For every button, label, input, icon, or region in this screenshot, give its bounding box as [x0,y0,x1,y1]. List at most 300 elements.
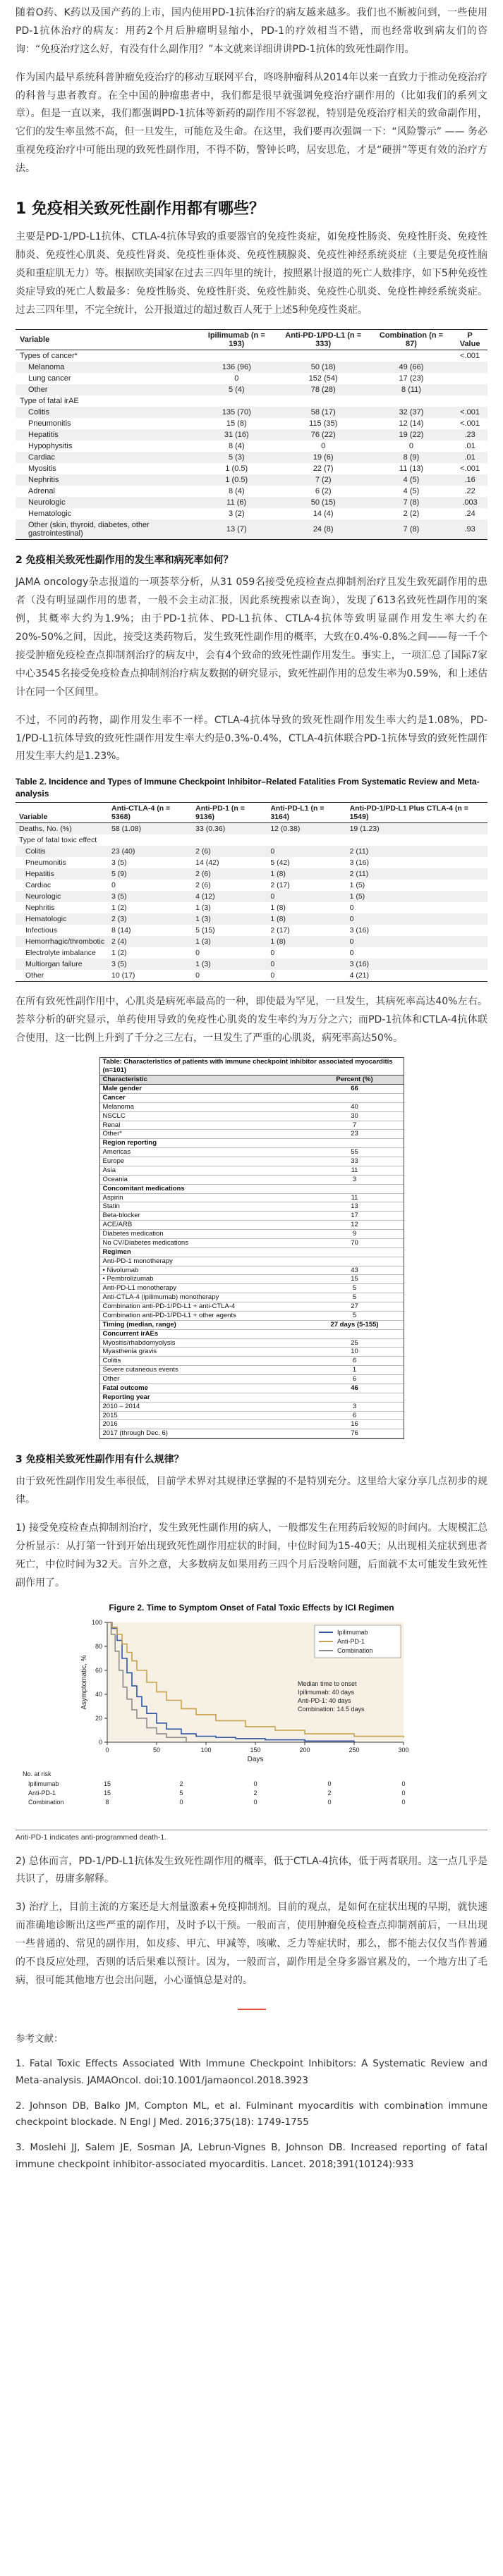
table-cell: 136 (96) [222,363,251,372]
table-cell: 6 [306,1375,404,1384]
table-cell: 12 [306,1221,404,1230]
table-row [16,936,487,947]
table-cell: 14 (42) [195,858,219,867]
table-cell: 40 [306,1102,404,1111]
table-cell: 6 [306,1411,404,1420]
table-cell: Anti-PD-L1 monotherapy [100,1284,306,1293]
table-cell: Oceania [100,1175,306,1184]
annotation-text: Ipilimumab: 40 days [298,1688,355,1696]
table-cell: 22 (7) [313,464,334,474]
risk-value: 0 [179,1798,183,1806]
table-cell: Nephritis [28,476,59,485]
table-cell [277,350,370,362]
table-cell: 1 (2) [111,903,127,912]
table-cell: 5 [306,1293,404,1302]
table-cell: 1 (8) [270,869,286,878]
x-axis-label: Days [247,1755,264,1763]
y-tick-label: 80 [95,1642,102,1650]
section-paragraph: 1) 接受免疫检查点抑制剂治疗，发生致死性副作用的病人，一般都发生在用药后较短的时间内。大规模汇总分析显示：从打第一针到开始出现致死性副作用症状的时间，中位时间为15-40天；从出现相关症状到患者死亡，中位时间为32天。言外之意，大多数病友如果用药三四个月后没啥问题，后面就不太可能发生致死性副作用了。 [16,1522,487,1589]
table-cell: 2 (17) [270,880,290,889]
fatal-irae-table [16,329,487,540]
table-cell: 1 (5) [349,880,365,889]
table-header: Anti-PD-1 (n = 9136) [192,802,267,822]
table-cell [306,1329,404,1338]
risk-row-label: Combination [28,1798,64,1806]
table-cell: Asia [100,1166,306,1175]
table-cell: 50 (15) [310,498,336,507]
table-cell: 5 (4) [228,386,245,395]
table-cell: 78 (28) [310,386,336,395]
table-cell: 3 (16) [349,858,370,867]
table-row [100,1411,404,1420]
table-cell: 6 (2) [315,487,332,496]
table-cell: 11 [306,1166,404,1175]
section-paragraph: 在所有致死性副作用中，心肌炎是病死率最高的一种，即使最为罕见，一旦发生，其病死率高达40%左右。荟萃分析的研究显示，单药使用导致的免疫性心肌炎的发生率约为万分之六；而PD-1抗体和CTLA-4抗体联合使用，这一比例上升到了千分之三左右，一旦发生了严重的心肌炎，病死率高达50%。 [16,995,487,1044]
table-cell [306,1393,404,1402]
y-tick-label: 60 [95,1666,102,1674]
table-cell: 1 (0.5) [225,464,248,474]
table-cell: Anti-PD-1 monotherapy [100,1257,306,1266]
table-row [100,1393,404,1402]
table-row [100,1111,404,1121]
table-cell: 0 [270,846,275,856]
table-cell: Myasthenia gravis [100,1348,306,1357]
table-cell: Hematologic [25,914,67,923]
table-header: Anti-CTLA-4 (n = 5368) [108,802,192,822]
table-cell: 3 [306,1175,404,1184]
reference-item: 1. Fatal Toxic Effects Associated With Immune Checkpoint Inhibitors: A Systematic Review and Meta-analysis. JAMAOncol. doi:10.1001/jamaoncol.2018.3923 [16,2058,487,2086]
table-cell: Hepatitis [25,869,54,878]
table-cell: 0 [195,948,200,957]
section-paragraph: 由于致死性副作用发生率很低，目前学术界对其规律还掌握的不是特别充分。这里给大家分享几点初步的规律。 [16,1476,487,1506]
table-cell: Regimen [100,1247,306,1257]
table-cell: Other* [100,1130,306,1139]
table-cell: Fatal outcome [100,1383,306,1393]
table-cell: 0 [349,948,354,957]
table-cell: 10 [306,1348,404,1357]
table-title: Table 2. Incidence and Types of Immune Checkpoint Inhibitor–Related Fatalities From Systematic Review and Meta-analysis [16,777,480,799]
table-cell: 1 [306,1366,404,1375]
table-row [16,407,487,418]
table-row [16,834,487,846]
table-cell: 8 (11) [401,386,421,395]
table-cell: 49 (66) [399,363,424,372]
table-cell: Hepatitis [28,431,59,440]
annotation-text: Anti-PD-1: 40 days [298,1696,351,1704]
table-cell: 6 [306,1357,404,1366]
table-cell: Colitis [100,1357,306,1366]
table-header: Percent (%) [306,1076,404,1085]
table-cell: Diabetes medication [100,1230,306,1239]
risk-value: 0 [253,1780,257,1787]
table-row [100,1429,404,1438]
table-row [100,1184,404,1193]
table-cell: Deaths, No. (%) [19,824,72,833]
table-header: Anti-PD-L1 (n = 3164) [267,802,346,822]
table-cell: 76 [306,1429,404,1438]
table-row [16,970,487,982]
risk-value: 8 [105,1798,109,1806]
table-cell: Other [28,386,48,395]
table-cell: Europe [100,1157,306,1166]
table-cell [306,1184,404,1193]
table-cell: 19 (6) [313,453,334,462]
table-cell: Myositis/rhabdomyolysis [100,1338,306,1348]
table-cell: 12 (0.38) [270,824,301,833]
table-cell: 17 (23) [399,374,424,383]
table-cell: 46 [306,1383,404,1393]
table-row [16,497,487,508]
table-cell: Combination anti-PD-1/PD-L1 + other agents [100,1311,306,1320]
table-row [100,1085,404,1094]
table-cell: Melanoma [100,1102,306,1111]
table-cell [306,1139,404,1148]
table-cell: Hematologic [28,510,72,519]
table-cell: Timing (median, range) [100,1320,306,1329]
table-cell [277,395,370,407]
table-cell: 27 days (5-155) [306,1320,404,1329]
table-row [16,508,487,519]
table-cell: 23 (40) [111,846,135,856]
table-cell: 19 (22) [399,431,424,440]
table-cell: 4 (12) [195,892,215,901]
table-cell: Pneumonitis [28,419,71,429]
table-cell: 8 (4) [228,487,245,496]
table-row [100,1247,404,1257]
table-cell: .003 [462,498,478,507]
x-tick-label: 300 [398,1746,409,1754]
x-tick-label: 100 [200,1746,212,1754]
table-cell: Type of fatal toxic effect [19,835,97,844]
risk-value: 0 [401,1798,406,1806]
table-row [16,395,487,407]
table-cell: 11 (13) [399,464,423,474]
table-row [16,891,487,902]
table-cell: Neurologic [25,892,61,901]
table-cell: 2 (6) [195,869,211,878]
table-cell: .23 [464,431,475,440]
annotation-text: Combination: 14.5 days [298,1705,365,1713]
fatalities-table [16,802,487,982]
table-header: Anti-PD-1/PD-L1 Plus CTLA-4 (n = 1549) [346,802,487,822]
x-tick-label: 250 [349,1746,360,1754]
table-row [100,1348,404,1357]
table-row [100,1093,404,1102]
table-cell [452,384,487,395]
table-cell: 43 [306,1266,404,1275]
table-cell [370,395,452,407]
table-cell: Americas [100,1148,306,1157]
table-cell: 30 [306,1111,404,1121]
table-cell: 3 (5) [111,959,127,968]
table-cell: Type of fatal irAE [20,397,79,406]
intro-paragraph: 作为国内最早系统科普肿瘤免疫治疗的移动互联网平台，咚咚肿瘤科从2014年以来一直致力于推动免疫治疗的科普与患者教育。在全中国的肿瘤患者中，我们都是很早就强调免疫治疗副作用的（比如我们的系列文章）。但是一直以来，我们都强调PD-1抗体等新药的副作用不容忽视，特别是免疫治疗相关的致命副作用，它们的发生率虽然不高，但一旦发生，可能危及生命。在这里，我们要再次强调一下：“风险警示” —— 务必重视免疫治疗中可能出现的致死性副作用，不得不防，警钟长鸣，居安思危，才是“硬拼”等更有效的治疗方法。 [16,71,487,175]
table-cell: 0 [111,880,116,889]
table-cell: 2 (11) [349,846,369,856]
y-tick-label: 20 [95,1714,102,1722]
table-cell: 2 (6) [195,846,211,856]
table-cell: .16 [464,476,475,485]
table-cell: NSCLC [100,1111,306,1121]
table-cell [306,1247,404,1257]
table-cell: 5 [306,1284,404,1293]
table-header: Characteristic [100,1076,306,1085]
table-cell: 16 [306,1420,404,1429]
risk-value: 0 [327,1798,332,1806]
table-row [16,429,487,440]
table-cell: Colitis [28,408,49,417]
table-cell: 2015 [100,1411,306,1420]
table-row [100,1293,404,1302]
table-cell: 12 (14) [399,419,424,429]
table-cell: 15 [306,1275,404,1284]
table-cell: <.001 [460,352,480,361]
risk-row-label: Ipilimumab [28,1780,59,1787]
table-cell: Multiorgan failure [25,959,83,968]
table-cell: Types of cancer* [20,352,78,361]
x-tick-label: 150 [250,1746,261,1754]
table-row [100,1320,404,1329]
table-caption-row [100,1058,404,1075]
table-cell: Cardiac [28,453,55,462]
table-row [16,452,487,463]
table-row [16,822,487,834]
table-row [16,384,487,395]
table-cell: 70 [306,1238,404,1247]
table-cell: • Nivolumab [100,1266,306,1275]
references-heading: 参考文献： [16,2033,63,2045]
table-cell: 4 (21) [346,970,487,982]
table-cell: 66 [306,1085,404,1094]
risk-value: 0 [401,1789,406,1797]
table-row [100,1202,404,1212]
table-header: P Value [452,330,487,350]
table-cell [306,1257,404,1266]
table-header: Ipilimumab (n = 193) [197,330,277,350]
table-cell: 11 [306,1193,404,1202]
table-cell: 23 [306,1130,404,1139]
table-header-row [100,1076,404,1085]
table-row [100,1284,404,1293]
table-cell: 4 (5) [403,487,420,496]
table-cell: Colitis [25,846,46,856]
onset-figure [16,1603,487,1842]
table-cell: 5 [306,1311,404,1320]
table-row [16,947,487,959]
legend-label: Ipilimumab [337,1628,368,1636]
annotation-text: Median time to onset [298,1680,357,1687]
risk-value: 2 [179,1780,183,1787]
table-cell: 1 (2) [111,948,127,957]
section-heading: 1 免疫相关致死性副作用都有哪些？ [16,200,265,218]
table-cell: Melanoma [28,363,65,372]
table-row [100,1238,404,1247]
table-cell: Severe cutaneous events [100,1366,306,1375]
table-cell: 3 (16) [349,925,370,935]
risk-row-label: Anti-PD-1 [28,1789,56,1797]
table-cell: 5 (9) [111,869,127,878]
table-row [16,925,487,936]
table-header: Combination (n = 87) [370,330,452,350]
reference-item: 3. Moslehi JJ, Salem JE, Sosman JA, Lebrun-Vignes B, Johnson DB. Increased reporting of fatal immune checkpoint inhibitor-associated myocarditis. Lancet. 2018;391(10124):933 [16,2141,487,2170]
section-heading: 2 免疫相关致死性副作用的发生率和病死率如何？ [16,555,234,567]
table-cell: 1 (5) [349,892,365,901]
table-row [16,373,487,384]
table-cell: 33 [306,1157,404,1166]
table-cell: 2 (4) [111,937,127,946]
y-axis-label: Asymptomatic, % [80,1654,88,1710]
table-cell: Other (skin, thyroid, diabetes, other gastrointestinal) [16,519,197,540]
table-row [100,1338,404,1348]
table-cell [452,395,487,407]
table-cell: 1 (0.5) [225,476,248,485]
table-cell [452,373,487,384]
table-cell: Infectious [25,925,57,935]
table-cell [306,1093,404,1102]
legend-label: Anti-PD-1 [337,1637,365,1645]
table-cell: 3 (2) [228,510,245,519]
intro-paragraph: 随着O药、K药以及国产药的上市，国内使用PD-1抗体治疗的病友越来越多。我们也不断被问到，一些使用PD-1抗体治疗的病友：用药2个月后肿瘤明显缩小，PD-1的疗效相当不错，而也经常收到病友们的咨询：“免疫治疗这么好，有没有什么副作用？”本文就来详细讲讲PD-1抗体的致死性副作用。 [16,7,487,55]
table-cell: 0 [349,937,354,946]
table-cell: <.001 [460,408,480,417]
risk-value: 2 [327,1789,332,1797]
table-row [100,1420,404,1429]
table-cell: ACE/ARB [100,1221,306,1230]
section-paragraph: JAMA oncology杂志报道的一项荟萃分析，从31 059名接受免疫检查点抑制剂治疗且发生致死副作用的患者（没有明显副作用的患者，一般不会主动汇报，因此系统搜索以查询），发现了613名致死性副作用的案例，其概率大约为1.9%；由于PD-1抗体、PD-L1抗体、CTLA-4抗体等致明显副作用发生率大约在20%-50%之间，因此，接受这类药物后，发生致死性副作用的概率，大致在0.4%-0.8%之间——每一千个接受肿瘤免疫检查点抑制剂治疗的病友中，会有4个致命的致死性副作用发生。事实上，一项汇总了国际7家中心3545名接受免疫检查点抑制剂治疗病友数据的研究显示，致死性副作用的总发生率为0.59%，和上述估计在同一个区间里。 [16,577,487,698]
risk-value: 2 [253,1789,257,1797]
table-row [100,1221,404,1230]
table-cell: 2016 [100,1420,306,1429]
table-cell: Region reporting [100,1139,306,1148]
table-row [16,463,487,474]
table-cell: 0 [234,374,239,383]
table-row [100,1139,404,1148]
table-row [16,846,487,857]
table-cell: 15 (8) [226,419,247,429]
table-cell: <.001 [460,419,480,429]
section-paragraph: 2) 总体而言，PD-1/PD-L1抗体发生致死性副作用的概率，低于CTLA-4抗体，低于两者联用。这一点几乎是共识了，毋庸多解释。 [16,1855,487,1885]
table-cell: 8 (14) [111,925,131,935]
references [16,2031,487,2173]
table-cell: <.001 [460,464,480,474]
reference-item: 2. Johnson DB, Balko JM, Compton ML, et al. Fulminant myocarditis with combination immune checkpoint blockade. N Engl J Med. 2016;375(18): 1749-1755 [16,2100,487,2128]
table-cell: .93 [452,519,487,540]
table-cell: 7 (8) [370,519,452,540]
table-cell: Anti-CTLA-4 (ipilimumab) monotherapy [100,1293,306,1302]
table-cell: .01 [464,442,475,451]
table-cell: 13 [306,1202,404,1212]
table-cell: 5 (3) [228,453,245,462]
x-tick-label: 0 [105,1746,109,1754]
table-cell: 0 [270,959,275,968]
table-cell: Hypophysitis [28,442,73,451]
table-cell: 2 (6) [195,880,211,889]
table-cell: 115 (35) [309,419,338,429]
table-row [16,880,487,891]
table-cell: Aspirin [100,1193,306,1202]
table-cell: Neurologic [28,498,66,507]
table-row [100,1166,404,1175]
table-cell: 9 [306,1230,404,1239]
table-row [16,362,487,373]
table-cell: 1 (8) [270,937,286,946]
table-row [100,1157,404,1166]
table-cell: Adrenal [28,487,55,496]
table-row [100,1357,404,1366]
table-cell: 3 (5) [111,858,127,867]
table-row [100,1375,404,1384]
risk-value: 15 [103,1789,111,1797]
table-row [100,1130,404,1139]
legend-label: Combination [337,1646,373,1654]
table-cell: 0 [192,970,267,982]
table-row [100,1212,404,1221]
table-cell: 19 (1.23) [349,824,380,833]
table-cell: Hemorrhagic/thrombotic [25,937,105,946]
table-cell: 5 (15) [195,925,215,935]
table-cell: 4 (5) [403,476,420,485]
table-cell: 0 [349,914,354,923]
table-row [100,1329,404,1338]
table-cell: Other [16,970,108,982]
table-cell: 24 (8) [277,519,370,540]
table-cell: 55 [306,1148,404,1157]
table-cell: 11 (6) [226,498,247,507]
table-cell: 0 [270,948,275,957]
table-cell: .24 [464,510,475,519]
table-cell [197,350,277,362]
table-row [100,1366,404,1375]
table-cell: Electrolyte imbalance [25,948,96,957]
y-tick-label: 100 [91,1618,102,1626]
table-cell: 25 [306,1338,404,1348]
table-cell: Beta-blocker [100,1212,306,1221]
table-cell: 8 (4) [228,442,245,451]
table-cell: 14 (4) [313,510,334,519]
table-cell: 10 (17) [108,970,192,982]
table-cell: 1 (8) [270,903,286,912]
table-cell: 50 (18) [310,363,336,372]
table-cell: Reporting year [100,1393,306,1402]
table-cell: 2 (3) [111,914,127,923]
table-cell: Concomitant medications [100,1184,306,1193]
section-heading: 3 免疫相关致死性副作用有什么规律？ [16,1454,184,1466]
table-cell: Renal [100,1121,306,1130]
table-cell: 3 [306,1402,404,1411]
table-cell: 58 (17) [310,408,336,417]
table-cell: 3 (16) [349,959,370,968]
table-row [16,902,487,913]
table-cell: Statin [100,1202,306,1212]
x-tick-label: 50 [152,1746,161,1754]
table-cell: Male gender [100,1085,306,1094]
table-row [16,868,487,880]
table-cell: .01 [464,453,475,462]
table-cell [370,350,452,362]
table-cell: 1 (3) [195,903,211,912]
risk-value: 0 [327,1780,332,1787]
table-cell: 2 (11) [349,869,369,878]
myocarditis-table [99,1057,404,1439]
table-cell: Myositis [28,464,56,474]
table-cell: 1 (8) [270,914,286,923]
table-cell: 0 [408,442,414,451]
risk-value: 15 [103,1780,111,1787]
table-cell: 135 (70) [222,408,251,417]
table-cell: 13 (7) [197,519,277,540]
table-row [100,1266,404,1275]
table-row [100,1257,404,1266]
